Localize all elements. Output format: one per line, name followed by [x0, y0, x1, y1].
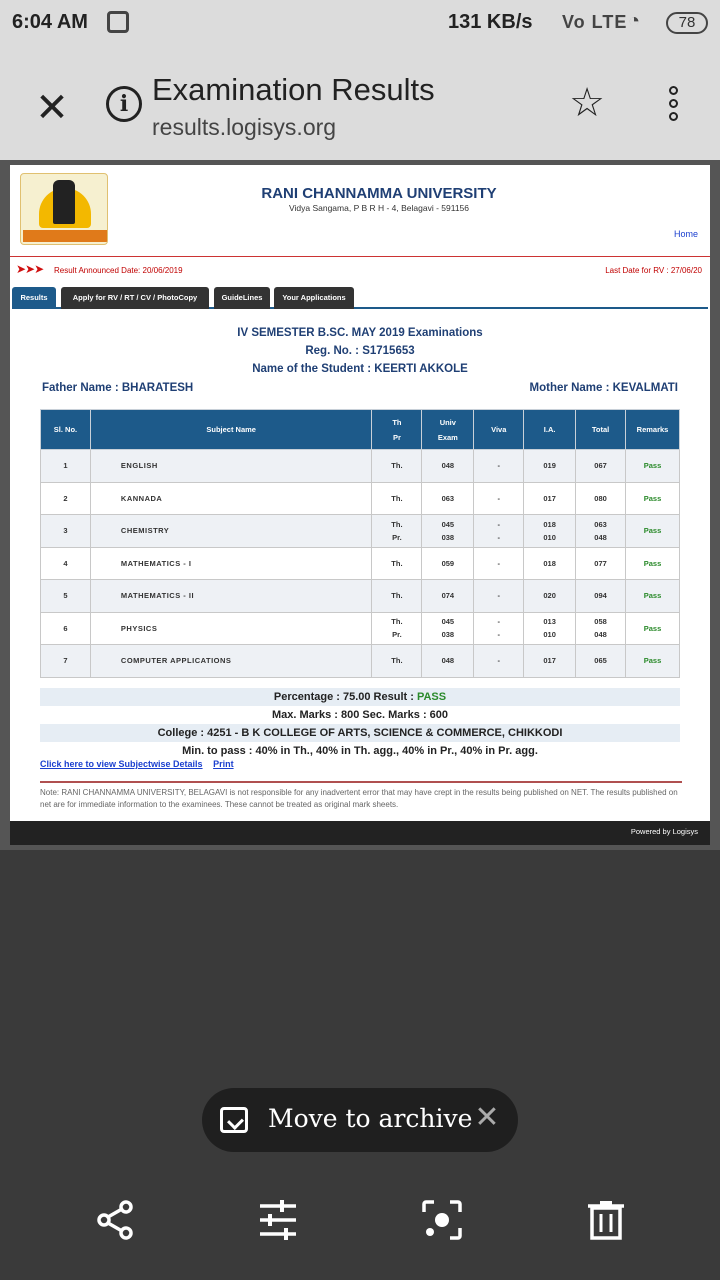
print-link[interactable]: Print — [213, 759, 234, 769]
signal-icon: Vo LTE — [562, 12, 628, 32]
cell-th-pr — [372, 482, 422, 515]
cell-line: - — [497, 591, 500, 601]
cell-sl-no: 3 — [41, 515, 91, 548]
results-page — [10, 165, 710, 845]
result-status: PASS — [416, 691, 447, 703]
cell-ia — [524, 612, 576, 645]
tab-your-applications[interactable]: Your Applications — [274, 287, 354, 309]
header-exam: Exam — [437, 432, 458, 442]
cell-line: - — [497, 617, 500, 627]
cell-line: 017 — [543, 656, 556, 666]
student-name: Name of the Student : KEERTI AKKOLE — [252, 363, 468, 375]
lens-icon[interactable] — [418, 1198, 466, 1246]
header-th-pr — [372, 410, 422, 450]
cell-line: 010 — [543, 532, 556, 542]
cell-total — [576, 450, 626, 483]
university-address: Vidya Sangama, P B R H - 4, Belagavi - 591156 — [288, 203, 470, 213]
header-subject: Subject Name — [90, 410, 372, 450]
header-remarks: Remarks — [626, 410, 680, 450]
cell-line: 020 — [543, 591, 556, 601]
cell-line: 048 — [594, 532, 607, 542]
cell-sl-no: 6 — [41, 612, 91, 645]
header-total: Total — [576, 410, 626, 450]
percentage-text: Percentage : 75.00 Result : — [273, 691, 417, 703]
cell-sl-no: 2 — [41, 482, 91, 515]
cell-ia — [524, 547, 576, 580]
reg-number: Reg. No. : S1715653 — [305, 345, 415, 357]
table-row — [41, 515, 680, 548]
cell-viva — [474, 645, 524, 678]
cell-line: - — [497, 461, 500, 471]
page-title: Examination Results — [152, 72, 435, 107]
cell-line: - — [497, 532, 500, 542]
min-pass-line: Min. to pass : 40% in Th., 40% in Th. agg., 40% in Pr., 40% in Pr. agg. — [182, 745, 538, 757]
archive-toast[interactable] — [202, 1088, 518, 1152]
tab-results[interactable]: Results — [12, 287, 56, 309]
results-body — [41, 450, 680, 678]
notification-icon — [107, 11, 129, 33]
home-link[interactable]: Home — [673, 229, 698, 239]
cell-line: 077 — [594, 558, 607, 568]
cell-line: 058 — [594, 617, 607, 627]
cell-line: 063 — [594, 519, 607, 529]
powered-by: Powered by Logisys — [630, 827, 698, 836]
cell-ia — [524, 482, 576, 515]
cell-th-pr — [372, 645, 422, 678]
cell-line: 018 — [543, 558, 556, 568]
college-line: College : 4251 - B K COLLEGE OF ARTS, SCIENCE & COMMERCE, CHIKKODI — [40, 724, 680, 742]
battery-icon: 78 — [666, 12, 708, 34]
table-header-row — [41, 410, 680, 450]
cell-line: Th. — [391, 591, 403, 601]
cell-th-pr — [372, 580, 422, 613]
cell-line: 080 — [594, 493, 607, 503]
cell-univ-exam — [422, 645, 474, 678]
cell-line: Th. — [391, 558, 403, 568]
father-name: Father Name : BHARATESH — [42, 382, 194, 394]
bookmark-star-icon[interactable]: ☆ — [569, 81, 605, 125]
page-url: results.logisys.org — [152, 114, 337, 140]
cell-subject: ENGLISH — [90, 450, 372, 483]
cell-remarks: Pass — [626, 547, 680, 580]
cell-line: 094 — [594, 591, 607, 601]
cell-ia — [524, 580, 576, 613]
cell-total — [576, 612, 626, 645]
bottom-action-bar — [0, 1180, 720, 1270]
cell-univ-exam — [422, 482, 474, 515]
tab-apply-rv[interactable]: Apply for RV / RT / CV / PhotoCopy — [61, 287, 209, 309]
results-table — [40, 409, 680, 678]
status-time: 6:04 AM — [12, 11, 88, 33]
cell-remarks: Pass — [626, 645, 680, 678]
header-ia: I.A. — [524, 410, 576, 450]
cell-remarks: Pass — [626, 482, 680, 515]
cell-line: - — [497, 656, 500, 666]
cell-total — [576, 482, 626, 515]
tab-bar — [12, 287, 708, 309]
cell-line: 048 — [441, 461, 455, 471]
cell-sl-no: 7 — [41, 645, 91, 678]
cell-subject: KANNADA — [90, 482, 372, 515]
cell-viva — [474, 580, 524, 613]
cell-line: 038 — [441, 630, 455, 640]
more-options-icon[interactable] — [660, 84, 686, 130]
header-univ: Univ — [439, 417, 456, 427]
subjectwise-details-link[interactable]: Click here to view Subjectwise Details — [40, 759, 203, 769]
cell-viva — [474, 515, 524, 548]
cell-univ-exam — [422, 547, 474, 580]
table-row — [41, 612, 680, 645]
share-icon[interactable] — [92, 1198, 140, 1246]
links-row — [40, 759, 242, 769]
cell-univ-exam — [422, 450, 474, 483]
cell-total — [576, 547, 626, 580]
cell-line: 019 — [543, 461, 556, 471]
close-icon[interactable]: ✕ — [35, 86, 69, 130]
top-bar — [0, 0, 720, 160]
info-icon[interactable]: i — [106, 86, 142, 122]
cell-ia — [524, 515, 576, 548]
disclaimer-note: Note: RANI CHANNAMMA UNIVERSITY, BELAGAVI is not responsible for any inadvertent error that may have crept in the results being published on NET. The results published on net are for immediate information to the examinees. These cannot be treated as original mark sheets. — [40, 781, 682, 811]
table-row — [41, 645, 680, 678]
cell-line: 067 — [594, 461, 607, 471]
cell-line: 048 — [441, 656, 455, 666]
edit-adjust-icon[interactable] — [254, 1198, 302, 1246]
cell-viva — [474, 547, 524, 580]
table-row — [41, 482, 680, 515]
cell-line: - — [497, 630, 500, 640]
cell-viva — [474, 482, 524, 515]
cell-line: 045 — [441, 519, 455, 529]
header-univ-exam — [422, 410, 474, 450]
cell-line: 018 — [543, 519, 556, 529]
cell-line: - — [497, 519, 500, 529]
mother-name: Mother Name : KEVALMATI — [529, 382, 678, 394]
table-row — [41, 547, 680, 580]
cell-line: 074 — [441, 591, 455, 601]
percentage-line — [40, 688, 680, 706]
table-row — [41, 580, 680, 613]
marks-line: Max. Marks : 800 Sec. Marks : 600 — [271, 709, 449, 721]
exam-title: IV SEMESTER B.SC. MAY 2019 Examinations — [237, 327, 483, 339]
cell-line: 059 — [441, 558, 455, 568]
cell-line: 065 — [594, 656, 607, 666]
cell-th-pr — [372, 547, 422, 580]
cell-th-pr — [372, 515, 422, 548]
cell-viva — [474, 450, 524, 483]
cell-univ-exam — [422, 515, 474, 548]
cell-line: Th. — [391, 656, 403, 666]
cell-line: 045 — [441, 617, 455, 627]
cell-line: 048 — [594, 630, 607, 640]
cell-line: 010 — [543, 630, 556, 640]
summary-block — [40, 688, 680, 760]
cell-total — [576, 580, 626, 613]
cell-line: Th. — [391, 461, 403, 471]
cell-line: - — [497, 493, 500, 503]
cell-univ-exam — [422, 580, 474, 613]
cell-subject: COMPUTER APPLICATIONS — [90, 645, 372, 678]
cell-subject: PHYSICS — [90, 612, 372, 645]
arrows-icon: ➤➤➤ — [16, 262, 44, 276]
cell-th-pr — [372, 450, 422, 483]
cell-total — [576, 515, 626, 548]
cell-sl-no: 4 — [41, 547, 91, 580]
cell-remarks: Pass — [626, 580, 680, 613]
header-sl-no: Sl. No. — [41, 410, 91, 450]
cell-remarks: Pass — [626, 612, 680, 645]
header-viva: Viva — [474, 410, 524, 450]
cell-sl-no: 5 — [41, 580, 91, 613]
browser-app-bar — [0, 60, 720, 156]
cell-line: 017 — [543, 493, 556, 503]
trash-icon[interactable] — [582, 1198, 630, 1246]
announcement-bar — [10, 256, 710, 284]
cell-sl-no: 1 — [41, 450, 91, 483]
wifi-icon: ◔ — [628, 10, 641, 32]
header-th: Th — [392, 417, 402, 427]
cell-subject: CHEMISTRY — [90, 515, 372, 548]
dismiss-icon[interactable]: ✕ — [474, 1101, 500, 1134]
cell-ia — [524, 645, 576, 678]
cell-line: Pr. — [392, 532, 402, 542]
cell-remarks: Pass — [626, 515, 680, 548]
cell-subject: MATHEMATICS - II — [90, 580, 372, 613]
cell-univ-exam — [422, 612, 474, 645]
cell-remarks: Pass — [626, 450, 680, 483]
university-header — [10, 165, 710, 253]
toast-label[interactable]: Move to archive — [268, 1104, 473, 1133]
cell-line: 063 — [441, 493, 455, 503]
cell-th-pr — [372, 612, 422, 645]
university-name: RANI CHANNAMMA UNIVERSITY — [261, 185, 497, 202]
cell-line: Th. — [391, 519, 403, 529]
cell-line: - — [497, 558, 500, 568]
tab-guidelines[interactable]: GuideLines — [214, 287, 270, 309]
header-pr: Pr — [392, 432, 401, 442]
cell-viva — [474, 612, 524, 645]
cell-line: 038 — [441, 532, 455, 542]
cell-ia — [524, 450, 576, 483]
cell-line: Pr. — [392, 630, 402, 640]
cell-line: 013 — [543, 617, 556, 627]
status-bar — [0, 0, 720, 48]
table-row — [41, 450, 680, 483]
cell-line: Th. — [391, 617, 403, 627]
cell-subject: MATHEMATICS - I — [90, 547, 372, 580]
page-footer — [10, 821, 710, 845]
last-date-rv: Last Date for RV : 27/06/20 — [605, 266, 702, 275]
cell-total — [576, 645, 626, 678]
cell-line: Th. — [391, 493, 403, 503]
archive-icon — [220, 1107, 248, 1133]
result-announced-date: Result Announced Date: 20/06/2019 — [54, 266, 183, 275]
network-speed: 131 KB/s — [448, 11, 533, 33]
